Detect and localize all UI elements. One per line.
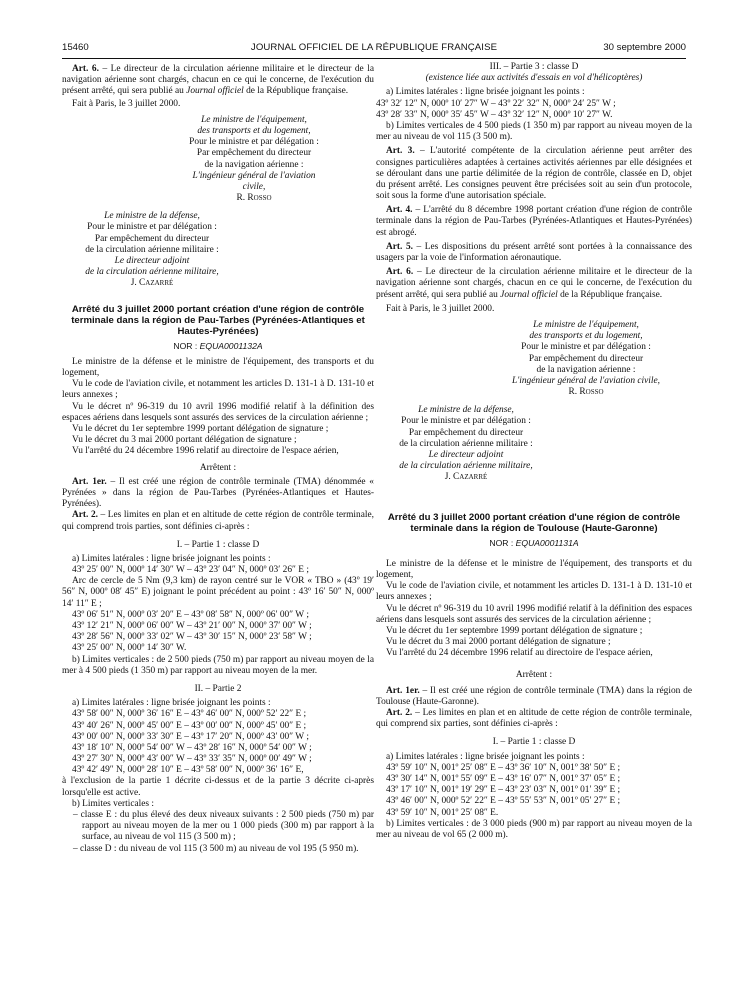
article-2: Art. 2. – Les limites en plan et en altitude de cette région de contrôle terminale, qui comprend trois parties, sont définies ci-après : bbox=[62, 510, 374, 532]
part-2-exclusion: à l'exclusion de la partie 1 décrite ci-dessus et de la partie 3 décrite ci-après lorsqu'elle est active. bbox=[62, 776, 374, 798]
page-header bbox=[62, 42, 686, 56]
article-5: Art. 5. – Les dispositions du présent arrêté sont portées à la connaissance des usagers par la voie de l'information aéronautique. bbox=[376, 241, 692, 263]
arretent: Arrêtent : bbox=[199, 462, 237, 473]
part-3-vertical: b) Limites verticales de 4 500 pieds (1 350 m) par rapport au niveau moyen de la mer au niveau de vol 115 (3 500 m). bbox=[376, 120, 692, 143]
preamble: Le ministre de la défense et le ministre de l'équipement, des transports et du logement, Vu le code de l'aviation civile, et notamment les articles D. 131-1 à D. 131-10 et leurs annexes ; Vu le décret nº 96-319 du 10 avril 1996 modifié relatif à la définition des espaces aériens dans lesquels sont assurés des services de la circulation aérienne ; Vu le décret du 1er septembre 1999 portant délégation de signature ; Vu le décret du 3 mai 2000 portant délégation de signature ; Vu l'arrêté du 24 décembre 1996 relatif au directoire de l'espace aérien, bbox=[62, 356, 374, 457]
part-1-lateral-right: a) Limites latérales : ligne brisée joignant les points : bbox=[386, 751, 585, 762]
header-rule bbox=[62, 58, 686, 59]
part-2-class-e: – classe E : du plus élevé des deux niveaux suivants : 2 500 pieds (750 m) par rapport au niveau moyen de la mer ou 1 000 pieds (300 m) par rapport à la surface, au niveau de vol 115 (3 500 m) ; bbox=[73, 810, 374, 843]
article-1: Art. 1er. – Il est créé une région de contrôle terminale (TMA) dénommée « Pyrénées » dans la région de Pau-Tarbes (Pyrénées-Atlantiques et Hautes-Pyrénées). bbox=[62, 476, 374, 510]
part-1-title: I. – Partie 1 : classe D bbox=[176, 539, 260, 550]
preamble-right: Le ministre de la défense et le ministre de l'équipement, des transports et du logement, Vu le code de l'aviation civile, et notamment les articles D. 131-1 à D. 131-10 et leurs annexes ; Vu le décret nº 96-319 du 10 avril 1996 modifié relatif à la définition des espaces aériens dans lesquels sont assurés des services de la circulation aérienne ; Vu le décret du 1er septembre 1999 portant délégation de signature ; Vu le décret du 3 mai 2000 portant délégation de signature ; Vu l'arrêté du 24 décembre 1996 relatif au directoire de l'espace aérien, bbox=[376, 558, 692, 659]
part-1-vertical-right: b) Limites verticales : de 3 000 pieds (900 m) par rapport au niveau moyen de la mer au niveau de vol 65 (2 000 m). bbox=[376, 818, 692, 840]
part-2-class-d: – classe D : du niveau de vol 115 (3 500 m) au niveau de vol 195 (5 950 m). bbox=[73, 843, 359, 854]
article-1-right: Art. 1er. – Il est créé une région de contrôle terminale (TMA) dans la région de Toulouse (Haute-Garonne). bbox=[376, 685, 692, 707]
article-4: Art. 4. – L'arrêté du 8 décembre 1998 portant création d'une région de contrôle terminale dans la région de Pau-Tarbes (Pyrénées-Atlantiques et Hautes-Pyrénées) est abrogé. bbox=[376, 205, 692, 238]
part-1-coordinates: 43º 25′ 00″ N, 000º 14′ 30″ W – 43º 23′ 04″ N, 000º 03′ 26″ E ; Arc de cercle de 5 Nm (9,3 km) de rayon centré sur le VOR « TBO » (43º 19′ 56″ N, 000º 08′ 45″ E) joignant le point précédent au point : 43º 16′ 50″ N, 000º 14′ 11″ E ; 43º 06′ 51″ N, 000º 03′ 20″ E – 43º 08′ 58″ N, 000º 06′ 00″ W ; 43º 12′ 21″ N, 000º 06′ 00″ W – 43º 21′ 00″ N, 000º 37′ 00″ W ; 43º 28′ 56″ N, 000º 33′ 02″ W – 43º 30′ 15″ N, 000º 23′ 58″ W ; 43º 25′ 00″ N, 000º 14′ 30″ W. bbox=[62, 565, 374, 654]
signature-block-equipement-right: Le ministre de l'équipement, des transports et du logement, Pour le ministre et par délégation : Par empêchement du directeur de la navigation aérienne : L'ingénieur général de l'aviation civile, R. Rosso bbox=[512, 319, 660, 398]
right-column bbox=[376, 62, 692, 841]
journal-title: JOURNAL OFFICIEL DE LA RÉPUBLIQUE FRANÇAISE bbox=[250, 42, 498, 53]
signature-block-defense-right: Le ministre de la défense, Pour le ministre et par délégation : Par empêchement du directeur de la circulation aérienne militaire : Le directeur adjoint de la circulation aérienne militaire, J. Cazarré bbox=[399, 405, 533, 483]
fait-a-paris-right: Fait à Paris, le 3 juillet 2000. bbox=[386, 303, 495, 314]
fait-a-paris: Fait à Paris, le 3 juillet 2000. bbox=[72, 98, 181, 109]
part-1-coordinates-right: 43º 59′ 10″ N, 001º 25′ 08″ E – 43º 36′ 10″ N, 001º 38′ 50″ E ; 43º 30′ 14″ N, 001º 55′ 09″ E – 43º 16′ 07″ N, 001º 37′ 05″ E ; 43º 17′ 10″ N, 001º 19′ 29″ E – 43º 23′ 03″ N, 001º 01′ 39″ E ; 43º 46′ 00″ N, 000º 52′ 22″ E – 43º 55′ 53″ N, 001º 05′ 27″ E ; 43º 59′ 10″ N, 001º 25′ 08″ E. bbox=[386, 762, 621, 818]
part-3-lateral: a) Limites latérales : ligne brisée joignant les points : bbox=[386, 87, 585, 98]
nor-reference-right: NOR : EQUA0001131A bbox=[489, 537, 579, 548]
signature-block-equipement: Le ministre de l'équipement, des transports et du logement, Pour le ministre et par délégation : Par empêchement du directeur de la navigation aérienne : L'ingénieur général de l'aviation civile, R. Rosso bbox=[189, 114, 319, 204]
left-column bbox=[62, 64, 374, 855]
arrete-title-toulouse: Arrêté du 3 juillet 2000 portant création d'une région de contrôle terminale dans la région de Toulouse (Haute-Garonne) bbox=[387, 511, 681, 534]
nor-reference: NOR : EQUA0001132A bbox=[173, 340, 263, 351]
part-1-vertical: b) Limites verticales : de 2 500 pieds (750 m) par rapport au niveau moyen de la mer à 4 500 pieds (1 350 m) par rapport au niveau moyen de la mer. bbox=[62, 654, 374, 676]
part-2-coordinates: 43º 58′ 00″ N, 000º 36′ 16″ E – 43º 46′ 00″ N, 000º 52′ 22″ E ; 43º 40′ 26″ N, 000º 45′ 00″ E – 43º 00′ 00″ N, 000º 45′ 00″ E ; 43º 00′ 00″ N, 000º 33′ 30″ E – 43º 17′ 20″ N, 000º 43′ 00″ W ; 43º 18′ 10″ N, 000º 54′ 00″ W – 43º 28′ 16″ N, 000º 54′ 00″ W ; 43º 27′ 30″ N, 000º 43′ 00″ W – 43º 33′ 35″ N, 000º 00′ 49″ W ; 43º 42′ 49″ N, 000º 28′ 10″ E – 43º 58′ 00″ N, 000º 36′ 16″ E, bbox=[72, 709, 312, 776]
article-3: Art. 3. – L'autorité compétente de la circulation aérienne peut arrêter des consignes particulières adaptées à certaines activités aériennes par elle désignées et se déroulant dans une partie délimitée de la région de contrôle, classée en D, objet du présent arrêté. Les consignes peuvent être précisées soit au sein d'un protocole, soit sous la forme d'une autorisation spéciale. bbox=[376, 146, 692, 202]
arrete-title-pau-tarbes: Arrêté du 3 juillet 2000 portant création d'une région de contrôle terminale dans la région de Pau-Tarbes (Pyrénées-Atlantiques et Hautes-Pyrénées) bbox=[71, 303, 365, 337]
arretent-right: Arrêtent : bbox=[515, 669, 553, 680]
part-3-coordinates: 43º 32′ 12″ N, 000º 10′ 27″ W – 43º 22′ 32″ N, 000º 24′ 25″ W ; 43º 28′ 33″ N, 000º 35′ 45″ W – 43º 32′ 12″ N, 000º 10′ 27″ W. bbox=[376, 98, 616, 120]
part-2-title: II. – Partie 2 bbox=[194, 683, 242, 694]
part-3-subtitle: (existence liée aux activités d'essais en vol d'hélicoptères) bbox=[425, 73, 643, 84]
article-6-left: Art. 6. – Le directeur de la circulation aérienne militaire et le directeur de la navigation aérienne sont chargés, chacun en ce qui le concerne, de l'exécution du présent arrêté, qui sera publié au Journal officiel de la République française. bbox=[62, 64, 374, 97]
part-3-title: III. – Partie 3 : classe D bbox=[489, 62, 579, 72]
part-2-vertical: b) Limites verticales : bbox=[72, 798, 155, 809]
article-2-right: Art. 2. – Les limites en plan et en altitude de cette région de contrôle terminale, qui comprend six parties, sont définies ci-après : bbox=[376, 708, 692, 730]
part-1-title-right: I. – Partie 1 : classe D bbox=[492, 737, 576, 748]
signature-block-defense: Le ministre de la défense, Pour le ministre et par délégation : Par empêchement du directeur de la circulation aérienne militaire : Le directeur adjoint de la circulation aérienne militaire, J. Cazarré bbox=[85, 211, 219, 289]
part-1-lateral: a) Limites latérales : ligne brisée joignant les points : bbox=[72, 553, 271, 564]
publication-date: 30 septembre 2000 bbox=[603, 42, 686, 53]
part-2-lateral: a) Limites latérales : ligne brisée joignant les points : bbox=[72, 698, 271, 709]
page-number: 15460 bbox=[62, 42, 89, 53]
article-6-right: Art. 6. – Le directeur de la circulation aérienne militaire et le directeur de la navigation aérienne sont chargés, chacun en ce qui le concerne, de l'exécution du présent arrêté, qui sera publié au Journal officiel de la République française. bbox=[376, 267, 692, 300]
